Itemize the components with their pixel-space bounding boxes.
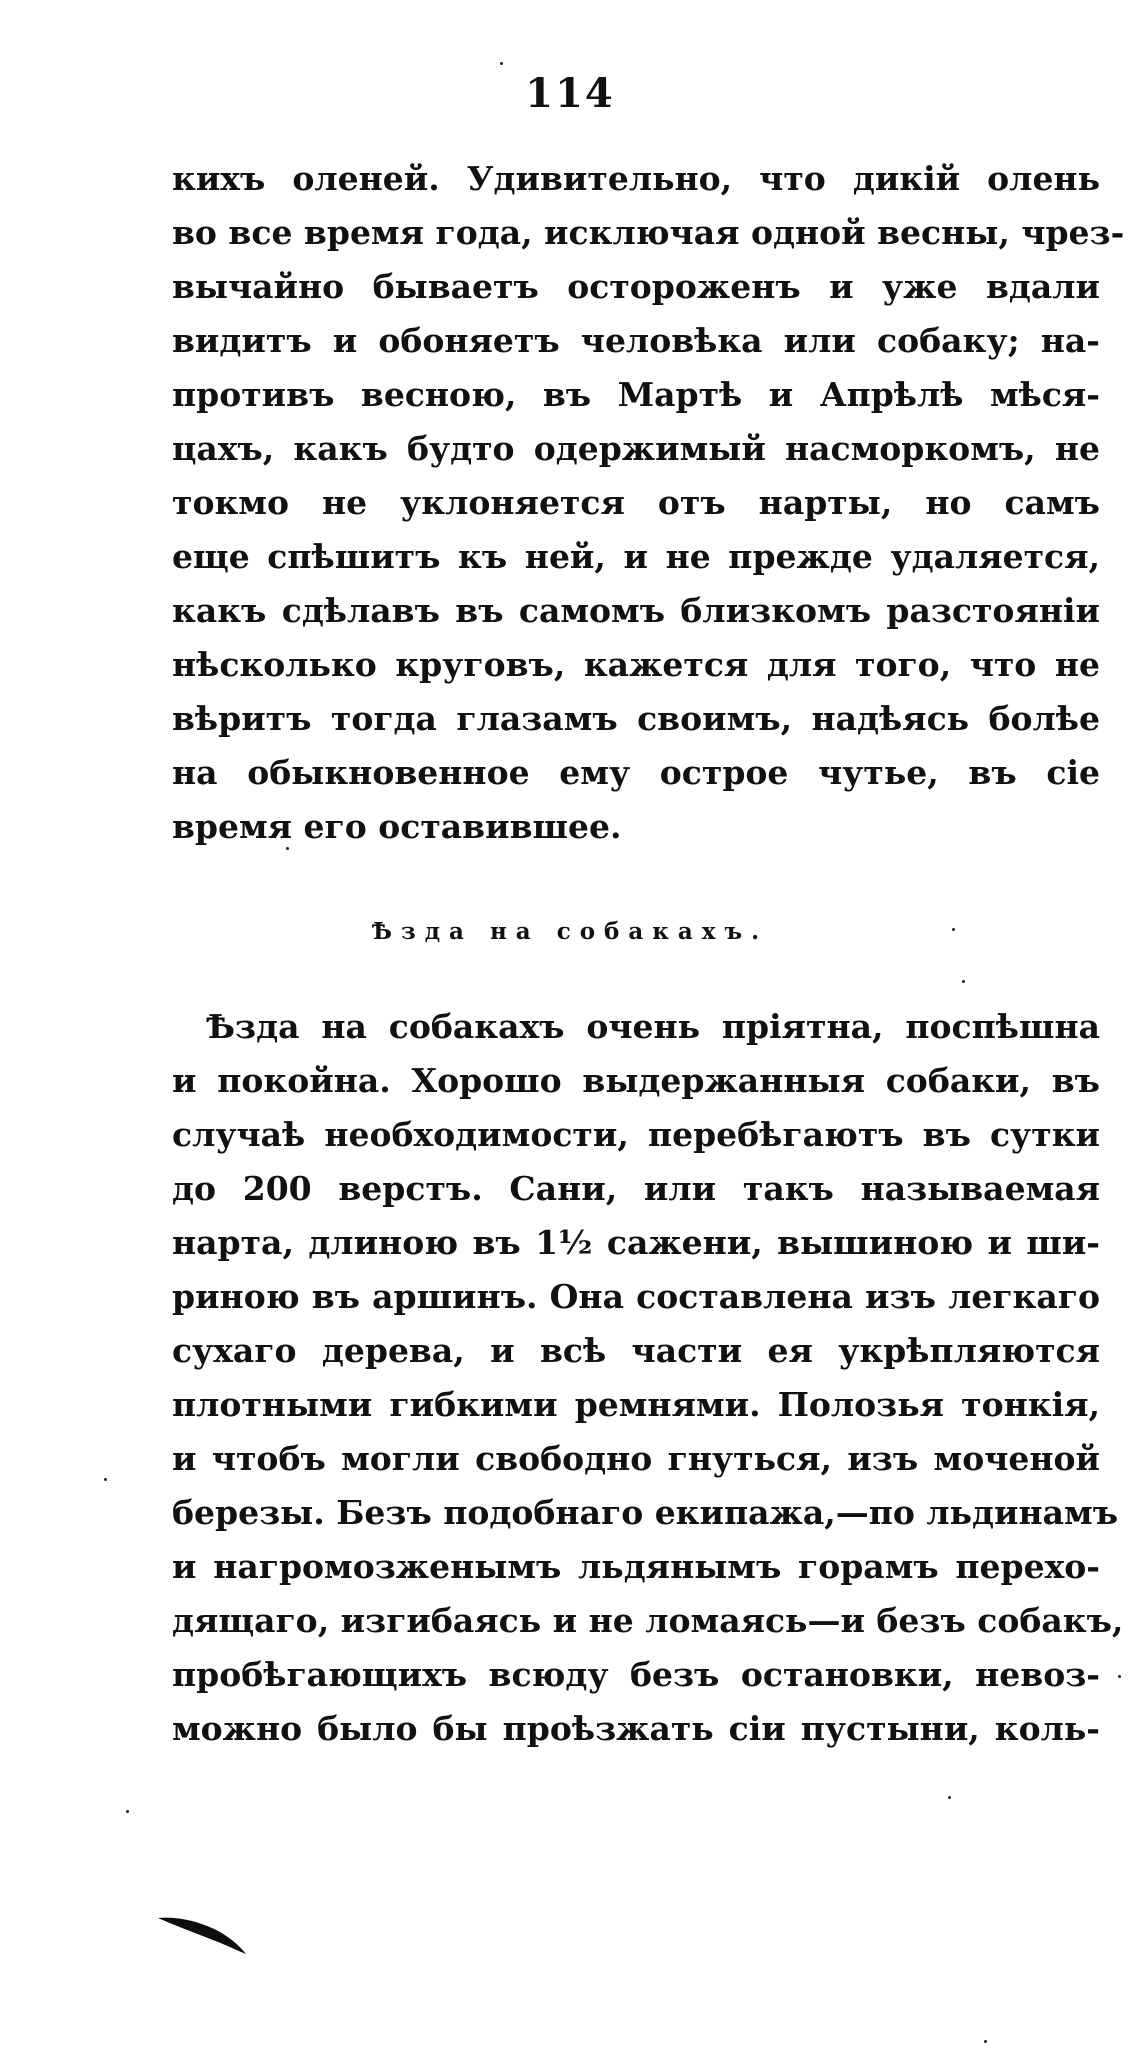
- text-line: и чтобъ могли свободно гнуться, изъ моченой: [172, 1439, 1100, 1478]
- text-line: плотными гибкими ремнями. Полозья тонкія,: [172, 1385, 1100, 1424]
- text-line: березы. Безъ подобнаго екипажа,—по льдинамъ: [172, 1493, 1119, 1532]
- text-line: пробѣгающихъ всюду безъ остановки, невоз-: [172, 1655, 1100, 1694]
- scan-speck: [952, 928, 955, 931]
- text-line: сухаго дерева, и всѣ части ея укрѣпляются: [172, 1331, 1100, 1370]
- text-line: вычайно бываетъ остороженъ и уже вдали: [172, 267, 1100, 306]
- scan-speck: [500, 62, 503, 65]
- scan-speck: [1118, 1675, 1121, 1678]
- page-number: 114: [525, 70, 615, 117]
- scan-speck: [962, 980, 965, 983]
- ink-smudge-icon: [158, 1912, 248, 1956]
- text-line: нарта, длиною въ 1½ сажени, вышиною и ши-: [172, 1223, 1100, 1262]
- text-line: и нагромозженымъ льдянымъ горамъ перехо-: [172, 1547, 1100, 1586]
- text-line: кихъ оленей. Удивительно, что дикій олень: [172, 159, 1100, 198]
- text-line: на обыкновенное ему острое чутье, въ сіе: [172, 753, 1100, 792]
- text-line: вѣритъ тогда глазамъ своимъ, надѣясь болѣе: [172, 699, 1100, 738]
- scan-speck: [126, 1810, 129, 1813]
- section-heading: Ѣзда на собакахъ.: [371, 918, 769, 945]
- text-line: видитъ и обоняетъ человѣка или собаку; на-: [172, 321, 1100, 360]
- text-line: токмо не уклоняется отъ нарты, но самъ: [172, 483, 1100, 522]
- paragraph-ezda: [172, 1000, 1124, 1756]
- text-line: во все время года, исключая одной весны, чрез-: [172, 213, 1125, 252]
- text-line: случаѣ необходимости, перебѣгаютъ въ сутки: [172, 1115, 1100, 1154]
- text-line: какъ сдѣлавъ въ самомъ близкомъ разстояніи: [172, 591, 1100, 630]
- scan-speck: [948, 1796, 951, 1799]
- text-line: можно было бы проѣзжать сіи пустыни, коль-: [172, 1709, 1100, 1748]
- text-line: дящаго, изгибаясь и не ломаясь—и безъ собакъ,: [172, 1601, 1124, 1640]
- text-line: Ѣзда на собакахъ очень пріятна, поспѣшна: [206, 1007, 1100, 1046]
- text-line: еще спѣшитъ къ ней, и не прежде удаляется,: [172, 537, 1100, 576]
- text-line: нѣсколько круговъ, кажется для того, что не: [172, 645, 1100, 684]
- text-line: время его оставившее.: [172, 807, 622, 846]
- text-line: цахъ, какъ будто одержимый насморкомъ, не: [172, 429, 1100, 468]
- scan-speck: [984, 2040, 987, 2043]
- text-line: риною въ аршинъ. Она составлена изъ легкаго: [172, 1277, 1100, 1316]
- text-line: противъ весною, въ Мартѣ и Апрѣлѣ мѣся-: [172, 375, 1100, 414]
- scan-speck: [286, 847, 289, 850]
- paragraph-oleni: [172, 152, 1125, 854]
- text-line: и покойна. Хорошо выдержанныя собаки, въ: [172, 1061, 1100, 1100]
- scan-speck: [104, 1478, 107, 1481]
- text-line: до 200 верстъ. Сани, или такъ называемая: [172, 1169, 1100, 1208]
